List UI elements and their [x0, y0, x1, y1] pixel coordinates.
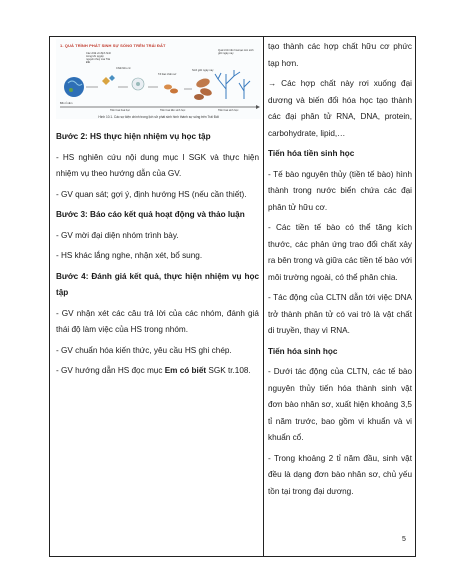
right-text-2: → Các hợp chất này rơi xuống đại dương và biến đổi hóa học tạo thành các đại phân tử RNA, DNA, protein, carbohydrate, lipid,… — [268, 79, 412, 138]
step2-title: Bước 2: HS thực hiện nhiệm vụ học tập — [56, 132, 211, 141]
step3-text-1: - GV mời đại diện nhóm trình bày. — [56, 230, 179, 240]
timeline-start: Bốn tỉ năm — [60, 102, 73, 105]
step2-text-2: - GV quan sát; gợi ý, định hướng HS (nếu cần thiết). — [56, 189, 247, 199]
step4-text-1: - GV nhận xét các câu trả lời của các nhóm, đánh giá thái độ làm việc của HS trong nhóm. — [56, 308, 259, 334]
figure-title: 1. QUÁ TRÌNH PHÁT SINH SỰ SỐNG TRÊN TRÁI ĐẤT — [60, 43, 166, 48]
step3-title: Bước 3: Báo cáo kết quả hoạt động và thảo luận — [56, 210, 245, 219]
step3-text-2: - HS khác lắng nghe, nhận xét, bổ sung. — [56, 251, 203, 260]
lesson-table — [49, 36, 416, 557]
right-text-6: - Dưới tác động của CLTN, các tế bào nguyên thủy tiến hóa thành sinh vật đơn bào nhân sơ, xuất hiện khoảng 3,5 tỉ năm trước, bao gồm vi khuẩn và vi khuẩn cổ. — [268, 367, 412, 442]
figure-caption: Hình 10.1. Các sự kiện chính trong lịch sử phát sinh hình thành sự sống trên Trái Đất — [98, 115, 219, 119]
timeline-stage-3: Tiến hoá sinh học — [218, 109, 239, 112]
figure-evolution — [56, 39, 259, 127]
step2-text-1: - HS nghiên cứu nội dung mục I SGK và thực hiện nhiệm vụ theo hướng dẫn của GV. — [56, 152, 259, 178]
right-column — [264, 37, 416, 500]
step4-title: Bước 4: Đánh giá kết quả, thực hiện nhiệm vụ học tập — [56, 271, 259, 297]
step4-text-3-pre: - GV hướng dẫn HS đọc mục — [56, 366, 165, 375]
timeline-stage-2: Tiến hoá tiền sinh học — [160, 109, 186, 112]
step4-text-3 — [56, 363, 259, 380]
right-text-3: - Tế bào nguyên thủy (tiền tế bào) hình thành trong nước biển chứa các đại phân tử hữu cơ. — [268, 169, 412, 212]
page-number: 5 — [402, 536, 406, 543]
figure-label-diversity: Sinh giới ngày nay — [192, 69, 214, 72]
right-text-7: - Trong khoảng 2 tỉ năm đầu, sinh vật đều là dạng đơn bào nhân sơ, chủ yếu tồn tại trong đại dương. — [268, 453, 412, 496]
em-co-biet-label: Em có biết — [164, 366, 207, 375]
timeline-stage-1: Tiến hoá hoá học — [110, 109, 130, 112]
right-text-1: tạo thành các hợp chất hữu cơ phức tạp hơn. — [268, 42, 412, 68]
left-column — [50, 37, 263, 380]
figure-label-organic: Chất hữu cơ — [116, 67, 131, 70]
figure-label-earth: Các chất vô định hình trong khí quyển nguyên thuỷ của Trái Đất — [86, 52, 112, 64]
figure-label-cells: Tế bào nhân sơ — [158, 73, 177, 76]
step4-text-2: - GV chuẩn hóa kiến thức, yêu cầu HS ghi chép. — [56, 345, 232, 355]
right-text-4: - Các tiền tế bào có thể tăng kích thước, các phản ứng trao đổi chất xảy ra bên trong và giữa các tiền tế bào với môi trường ngoài, có thể phân chia. — [268, 223, 412, 282]
heading-biological: Tiến hóa sinh học — [268, 346, 338, 356]
step4-text-3-post: SGK tr.108. — [206, 366, 251, 375]
heading-prebiological: Tiến hóa tiền sinh học — [268, 149, 355, 158]
figure-label-life: Quá trình tiến hoá tạo nên sinh giới ngày nay — [218, 49, 254, 55]
right-text-5: - Tác động của CLTN dẫn tới việc DNA trở thành phân tử có vai trò là vật chất di truyền, thay vì RNA. — [268, 293, 412, 335]
